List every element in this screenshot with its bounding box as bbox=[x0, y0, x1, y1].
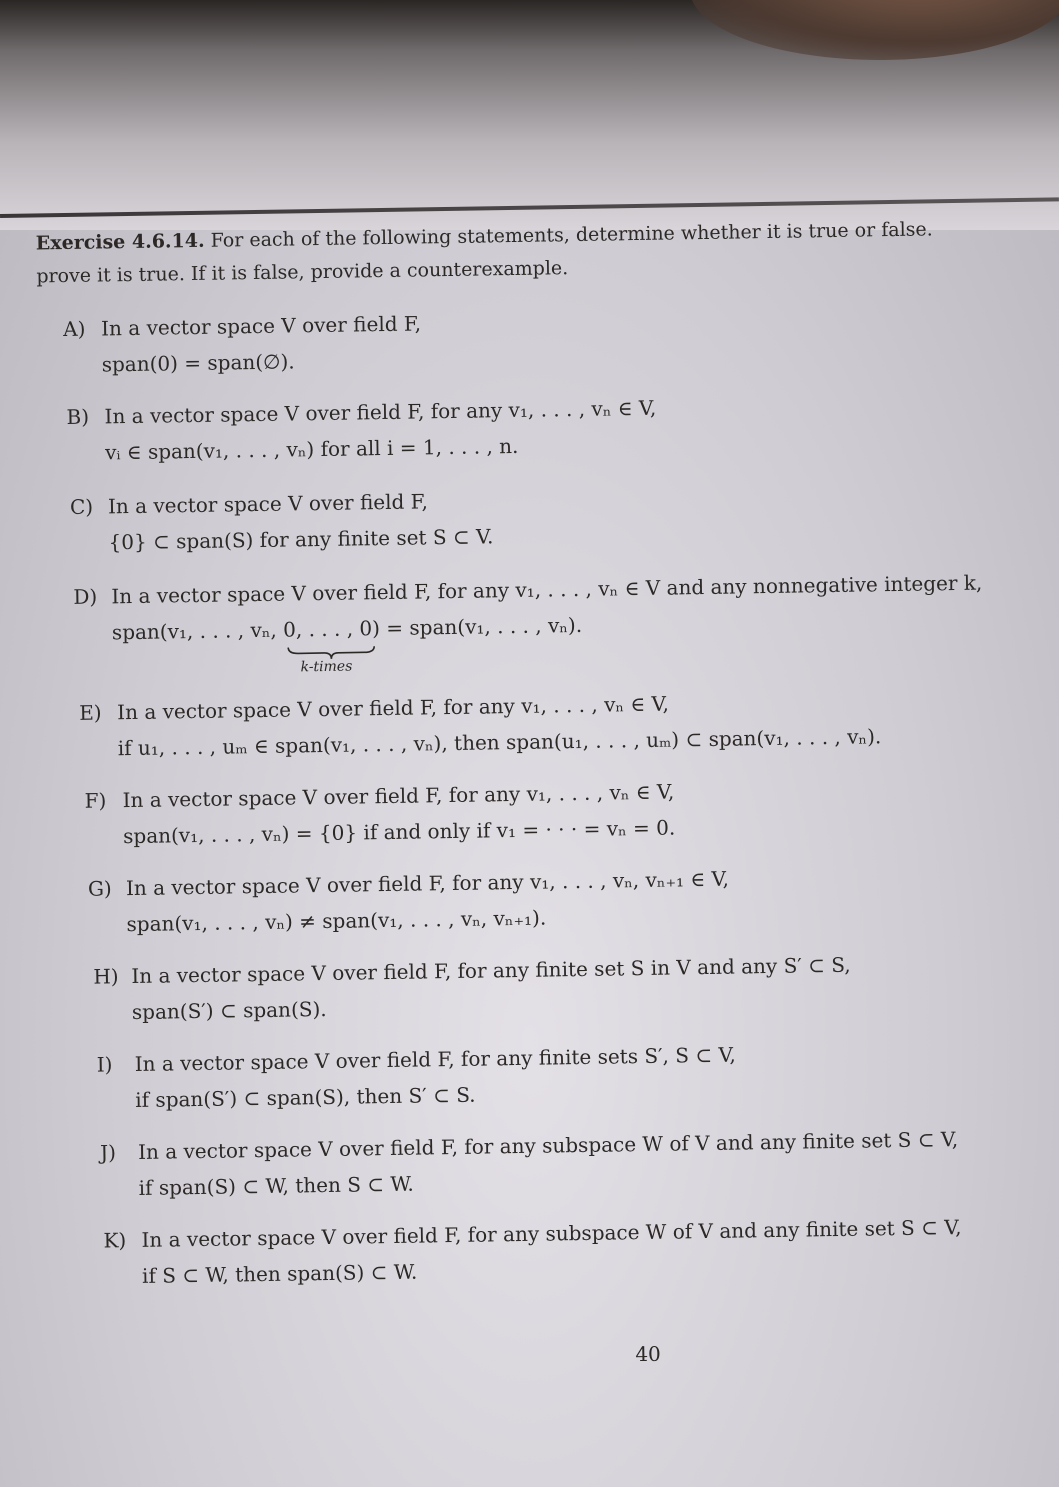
statement-text: In a vector space V over field F, for any v₁, . . . , vₙ ∈ V, bbox=[117, 691, 670, 725]
statement-formula: span(v₁, . . . , vₙ) ≠ span(v₁, . . . , vₙ, vₙ₊₁). bbox=[126, 905, 547, 937]
statement-formula: span(S′) ⊂ span(S). bbox=[131, 996, 327, 1025]
statement-tag: E) bbox=[79, 700, 102, 725]
statement-text: In a vector space V over field F, for any subspace W of V and any finite set S ⊂ V, bbox=[137, 1127, 959, 1164]
exercise-heading bbox=[36, 212, 1052, 294]
statement-formula: {0} ⊂ span(S) for any finite set S ⊂ V. bbox=[108, 524, 494, 555]
statement-g bbox=[88, 861, 730, 943]
statement-h bbox=[93, 947, 851, 1031]
exercise-intro-line2: prove it is true. If it is false, provide a counterexample. bbox=[36, 257, 569, 288]
statement-tag: C) bbox=[69, 494, 94, 519]
exercise-label: Exercise 4.6.14. bbox=[35, 229, 205, 255]
statement-f bbox=[84, 774, 675, 855]
statement-k bbox=[103, 1209, 962, 1294]
statement-text: In a vector space V over field F, bbox=[100, 311, 422, 341]
statement-j bbox=[100, 1121, 959, 1206]
statement-formula: if span(S′) ⊂ span(S), then S′ ⊂ S. bbox=[135, 1082, 476, 1113]
statement-text: In a vector space V over field F, for any finite sets S′, S ⊂ V, bbox=[134, 1042, 736, 1077]
statement-tag: G) bbox=[87, 876, 112, 901]
statement-text: In a vector space V over field F, for any finite set S in V and any S′ ⊂ S, bbox=[131, 952, 851, 989]
statement-formula: if S ⊂ W, then span(S) ⊂ W. bbox=[141, 1259, 418, 1288]
brace-note: k-times bbox=[300, 658, 353, 676]
statement-formula: span(v₁, . . . , vₙ) = {0} if and only if v₁ = · · · = vₙ = 0. bbox=[122, 815, 676, 849]
statement-tag: I) bbox=[96, 1052, 113, 1077]
statement-tag: F) bbox=[84, 788, 107, 813]
statement-formula: vᵢ ∈ span(v₁, . . . , vₙ) for all i = 1, . . . , n. bbox=[104, 433, 519, 465]
statement-a bbox=[63, 305, 422, 383]
statement-formula: if span(S) ⊂ W, then S ⊂ W. bbox=[138, 1171, 415, 1200]
statement-text: In a vector space V over field F, for any subspace W of V and any finite set S ⊂ V, bbox=[141, 1215, 962, 1252]
page-number: 40 bbox=[635, 1341, 661, 1367]
statement-formula: span(v₁, . . . , vₙ, 0, . . . , 0) = span(v₁, . . . , vₙ). bbox=[111, 612, 583, 645]
statement-e bbox=[79, 682, 882, 767]
statement-b bbox=[66, 390, 657, 471]
statement-d bbox=[73, 565, 983, 651]
statement-text: In a vector space V over field F, for any v₁, . . . , vₙ ∈ V, bbox=[104, 395, 657, 429]
statement-formula: span(0) = span(∅). bbox=[101, 349, 295, 377]
statement-tag: D) bbox=[73, 584, 98, 609]
statement-tag: K) bbox=[103, 1228, 127, 1253]
statement-formula: if u₁, . . . , uₘ ∈ span(v₁, . . . , vₙ), then span(u₁, . . . , uₘ) ⊂ span(v₁, . . . , vₙ). bbox=[117, 724, 882, 761]
exercise-intro-line1: For each of the following statements, determine whether it is true or false. bbox=[210, 218, 933, 252]
statement-tag: J) bbox=[99, 1140, 117, 1165]
statement-c bbox=[70, 482, 494, 561]
statement-tag: A) bbox=[62, 316, 86, 342]
statement-tag: H) bbox=[93, 964, 119, 989]
statement-i bbox=[96, 1037, 736, 1119]
statement-text: In a vector space V over field F, bbox=[107, 489, 429, 519]
statement-tag: B) bbox=[66, 404, 90, 430]
statement-text: In a vector space V over field F, for any v₁, . . . , vₙ ∈ V and any nonnegative integer k, bbox=[111, 570, 983, 609]
statement-text: In a vector space V over field F, for any v₁, . . . , vₙ ∈ V, bbox=[122, 779, 675, 813]
statement-text: In a vector space V over field F, for any v₁, . . . , vₙ, vₙ₊₁ ∈ V, bbox=[125, 866, 730, 901]
